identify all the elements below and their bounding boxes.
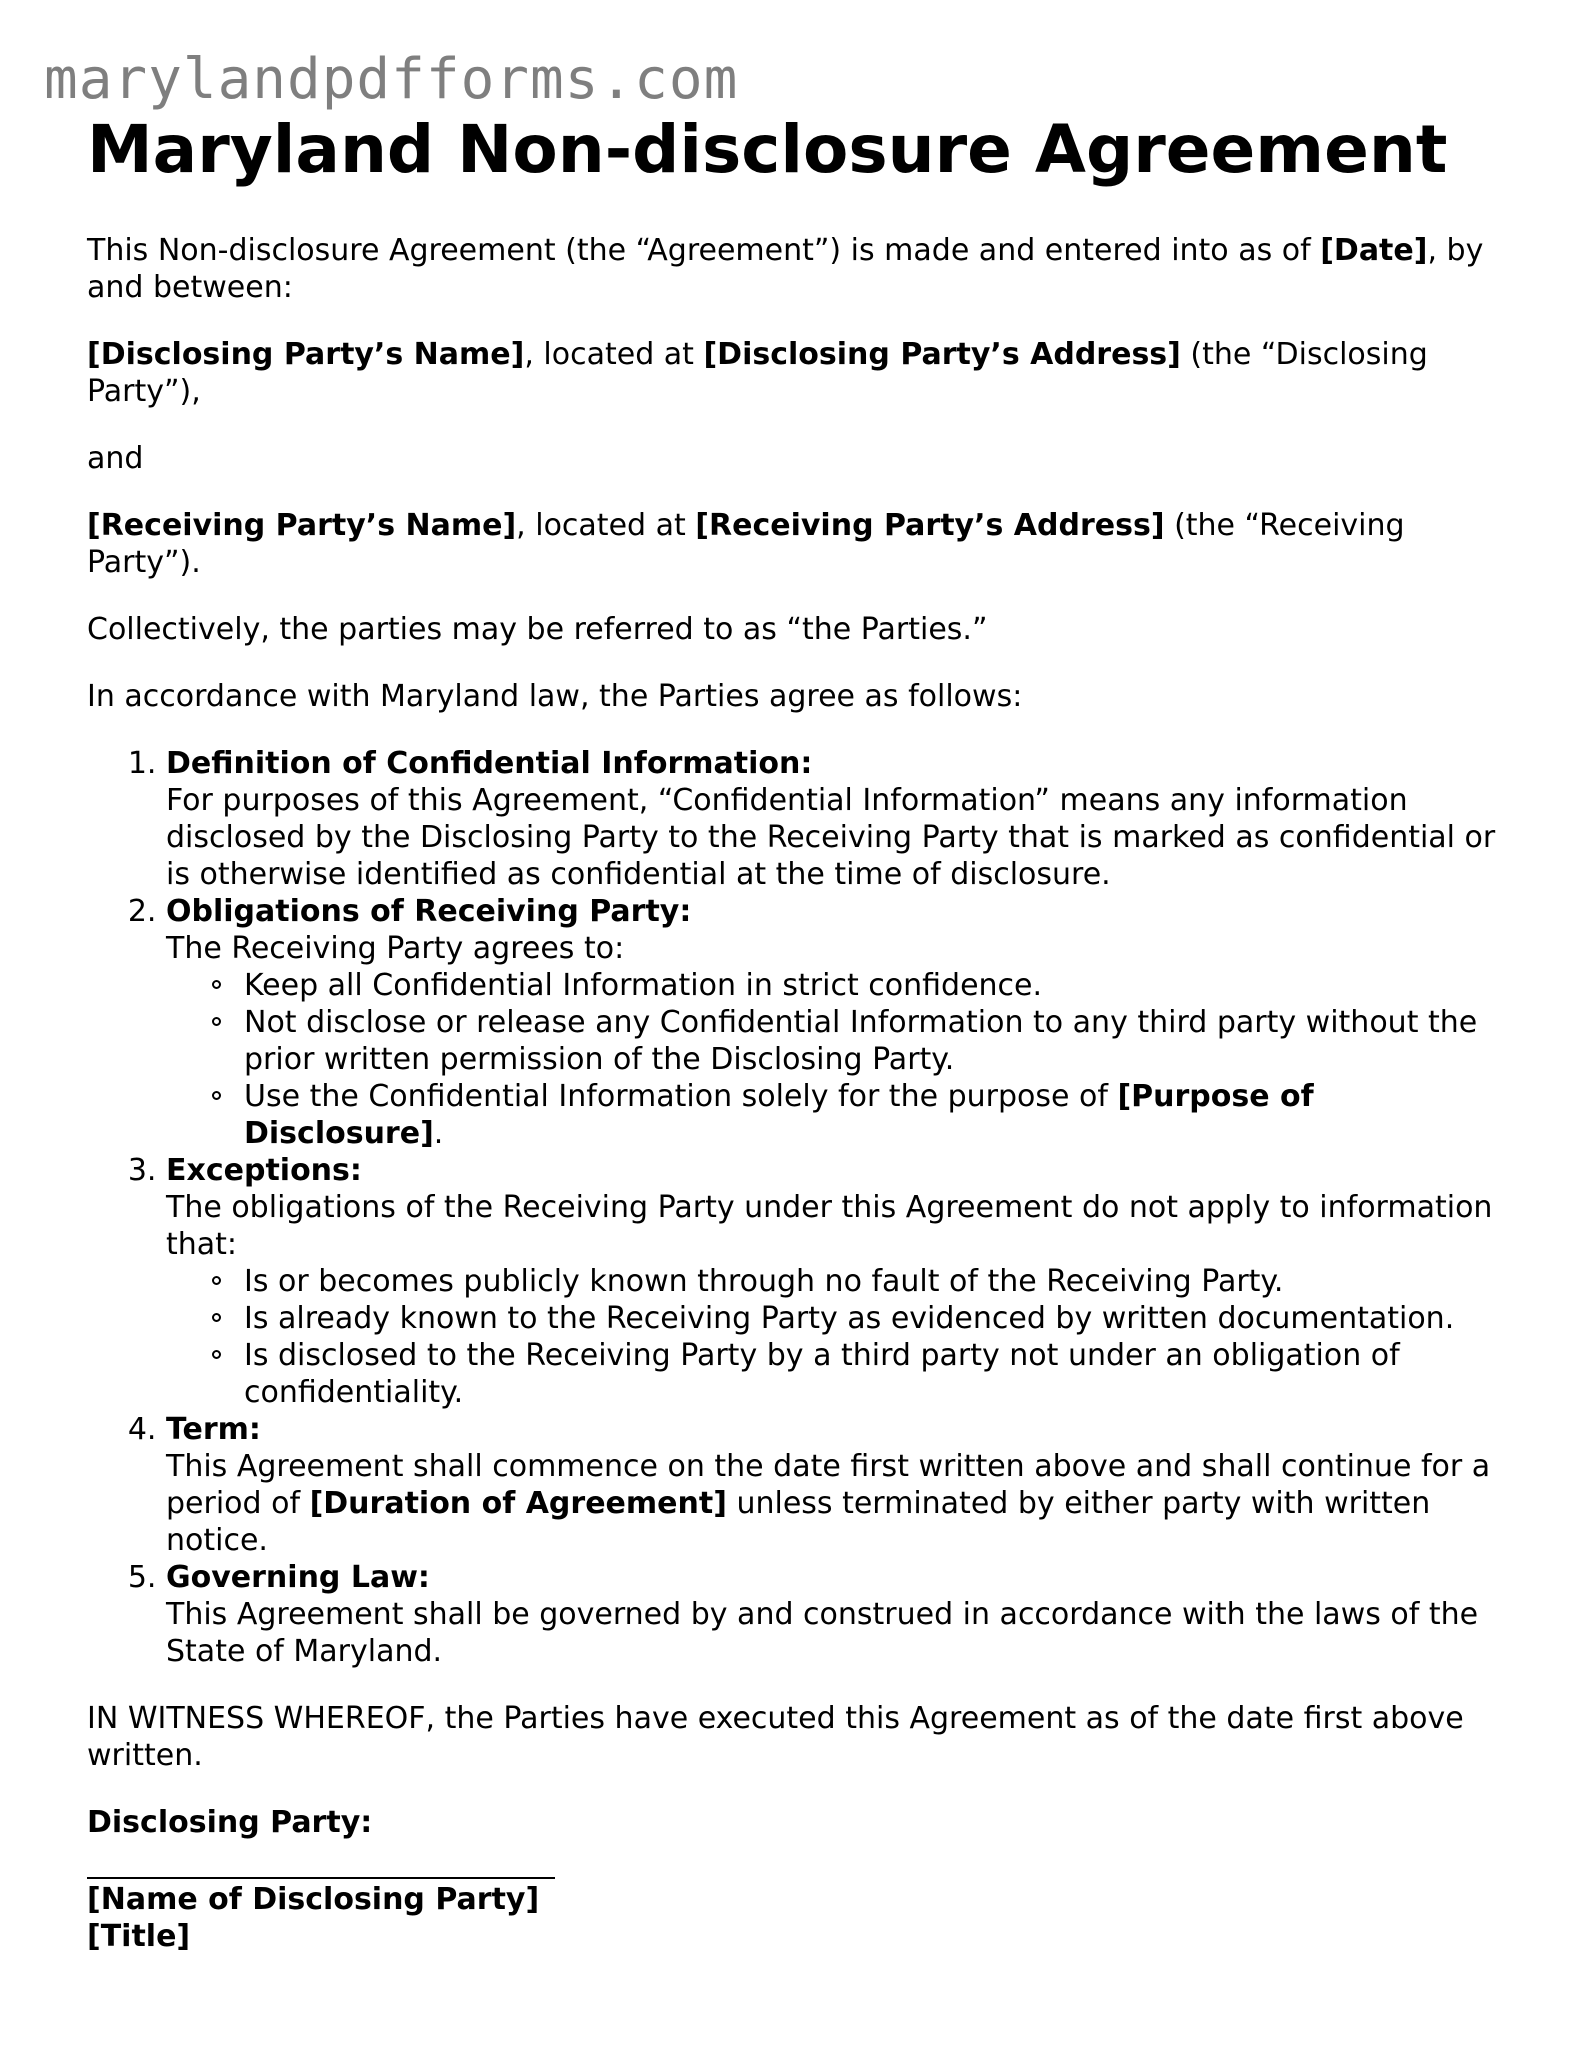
signature-line[interactable] xyxy=(87,1841,555,1879)
disclosing-located-at: , located at xyxy=(524,337,704,372)
clause-term xyxy=(166,1411,1507,1559)
clause-heading: Obligations of Receiving Party: xyxy=(166,894,692,929)
signature-block xyxy=(87,1804,1507,1955)
list-item: Is already known to the Receiving Party as evidenced by written documentation. xyxy=(244,1300,1507,1337)
signature-label: Disclosing Party: xyxy=(87,1805,373,1840)
disclosing-suffix: (the “Disclosing Party”), xyxy=(87,337,1428,409)
clause-body: The Receiving Party agrees to: xyxy=(166,931,625,966)
document-title: Maryland Non-disclosure Agreement xyxy=(87,111,1448,188)
clause-definition xyxy=(166,745,1507,893)
purpose-text: Use the Confidential Information solely for the purpose of xyxy=(244,1079,1118,1114)
clause-body: This Agreement shall be governed by and construed in accordance with the laws of the State of Maryland. xyxy=(166,1597,1479,1669)
document-page xyxy=(87,112,1507,1955)
and-paragraph: and xyxy=(87,441,144,476)
disclosing-party-paragraph xyxy=(87,336,1507,410)
list-item: Not disclose or release any Confidential Information to any third party without the prior written permission of the Disclosing Party. xyxy=(244,1004,1507,1078)
receiving-party-paragraph xyxy=(87,507,1507,581)
term-text-after: unless terminated by either party with written notice. xyxy=(166,1486,1431,1558)
duration-field: [Duration of Agreement] xyxy=(309,1486,727,1521)
signer-title-field: [Title] xyxy=(87,1919,191,1954)
list-item xyxy=(244,1078,1507,1152)
exceptions-list xyxy=(166,1263,1507,1411)
clause-heading: Exceptions: xyxy=(166,1153,362,1188)
clause-governing-law xyxy=(166,1559,1507,1670)
purpose-field: [Purpose of Disclosure] xyxy=(244,1079,1314,1151)
watermark-text: marylandpdfforms.com xyxy=(44,47,739,112)
term-text-before: This Agreement shall commence on the date first written above and shall continue for a period of xyxy=(166,1449,1491,1521)
intro-text-after: , by and between: xyxy=(87,233,1484,305)
list-item: Is disclosed to the Receiving Party by a third party not under an obligation of confidentiality. xyxy=(244,1337,1507,1411)
receiving-suffix: (the “Receiving Party”). xyxy=(87,508,1405,580)
accordance-paragraph: In accordance with Maryland law, the Parties agree as follows: xyxy=(87,679,1023,714)
list-item: Is or becomes publicly known through no fault of the Receiving Party. xyxy=(244,1263,1507,1300)
disclosing-party-name-field: [Disclosing Party’s Name] xyxy=(87,337,525,372)
clause-heading: Term: xyxy=(166,1412,261,1447)
clause-heading: Governing Law: xyxy=(166,1560,430,1595)
witness-paragraph: IN WITNESS WHEREOF, the Parties have executed this Agreement as of the date first above written. xyxy=(87,1701,1464,1773)
clause-exceptions xyxy=(166,1152,1507,1411)
disclosing-party-address-field: [Disclosing Party’s Address] xyxy=(703,337,1181,372)
obligations-list xyxy=(166,967,1507,1152)
clause-obligations xyxy=(166,893,1507,1152)
purpose-period: . xyxy=(433,1116,444,1151)
clause-heading: Definition of Confidential Information: xyxy=(166,746,813,781)
receiving-located-at: , located at xyxy=(516,508,696,543)
signer-name-field: [Name of Disclosing Party] xyxy=(87,1882,540,1917)
date-field: [Date] xyxy=(1320,233,1428,268)
clause-body: The obligations of the Receiving Party under this Agreement do not apply to information that: xyxy=(166,1190,1493,1262)
clause-body: For purposes of this Agreement, “Confidential Information” means any information disclosed by the Disclosing Party to the Receiving Party that is marked as confidential or is otherwise identified as confidential at the time of disclosure. xyxy=(166,783,1496,892)
collectively-paragraph: Collectively, the parties may be referred to as “the Parties.” xyxy=(87,612,988,647)
receiving-party-address-field: [Receiving Party’s Address] xyxy=(695,508,1165,543)
clauses-list xyxy=(87,745,1507,1670)
list-item: Keep all Confidential Information in strict confidence. xyxy=(244,967,1507,1004)
intro-paragraph xyxy=(87,232,1507,306)
receiving-party-name-field: [Receiving Party’s Name] xyxy=(87,508,517,543)
intro-text-before: This Non-disclosure Agreement (the “Agreement”) is made and entered into as of xyxy=(87,233,1321,268)
